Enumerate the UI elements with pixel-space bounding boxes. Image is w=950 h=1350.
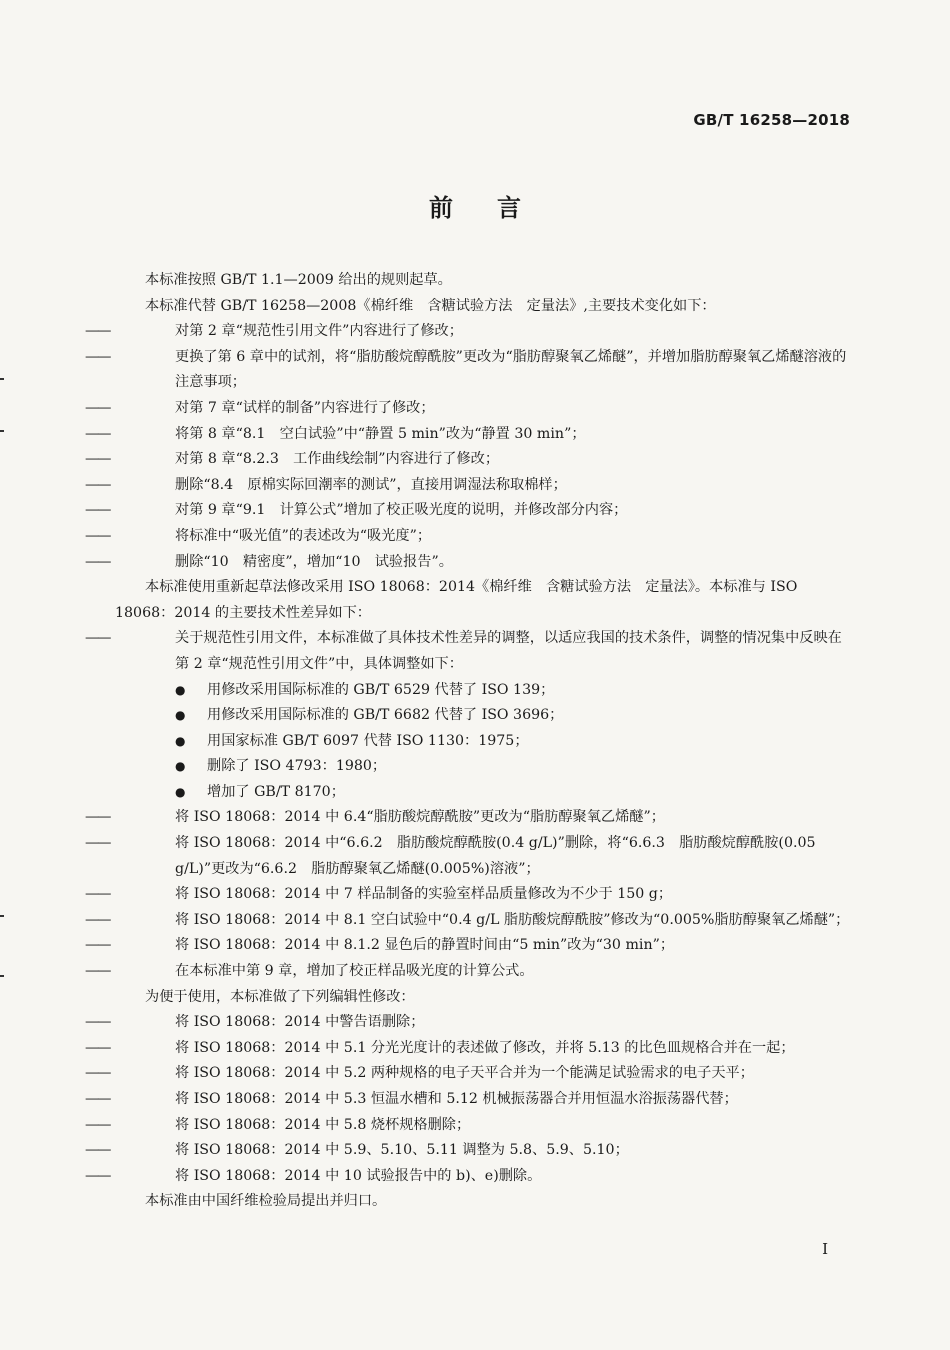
list-item: —— 将 ISO 18068：2014 中警告语删除； xyxy=(85,1014,425,1031)
list-item: —— 将 ISO 18068：2014 中 8.1.2 显色后的静置时间由“5 min”改为“30 min”； xyxy=(85,937,675,954)
bullet-item: ● 用修改采用国际标准的 GB/T 6529 代替了 ISO 139； xyxy=(115,678,855,704)
bullet-icon: ● xyxy=(175,759,186,774)
bullet-icon: ● xyxy=(175,733,186,748)
standard-code: GB/T 16258—2018 xyxy=(693,111,850,129)
list-item: —— 删除“8.4 原棉实际回潮率的测试”，直接用调湿法称取棉样； xyxy=(85,476,567,493)
diffs-list xyxy=(85,805,855,984)
page-title: 前言 xyxy=(429,194,565,222)
scan-mark xyxy=(0,915,4,917)
list-item: —— 将 ISO 18068：2014 中 5.9、5.10、5.11 调整为 5.8、5.9、5.10； xyxy=(85,1142,629,1159)
list-item: —— 更换了第 6 章中的试剂，将“脂肪酸烷醇酰胺”更改为“脂肪醇聚氧乙烯醚”，并增加脂肪醇聚氧乙烯醚溶液的注意事项； xyxy=(85,348,847,391)
list-item: —— 对第 8 章“8.2.3 工作曲线绘制”内容进行了修改； xyxy=(85,451,500,468)
document-body xyxy=(85,268,855,1215)
list-item: —— 对第 9 章“9.1 计算公式”增加了校正吸光度的说明，并修改部分内容； xyxy=(85,502,628,519)
bullet-item: ● 用修改采用国际标准的 GB/T 6682 代替了 ISO 3696； xyxy=(115,703,855,729)
bullet-item: ● 增加了 GB/T 8170； xyxy=(115,780,855,806)
list-item: —— 关于规范性引用文件，本标准做了具体技术性差异的调整，以适应我国的技术条件，调整的情况集中反映在第 2 章“规范性引用文件”中，具体调整如下： xyxy=(85,630,842,672)
paragraph: 本标准按照 GB/T 1.1—2009 给出的规则起草。 xyxy=(145,272,452,288)
bullet-icon: ● xyxy=(175,682,186,697)
page-number: I xyxy=(822,1240,828,1258)
list-item: —— 将标准中“吸光值”的表述改为“吸光度”； xyxy=(85,527,432,544)
list-item: —— 将 ISO 18068：2014 中“6.6.2 脂肪酸烷醇酰胺(0.4 g/L)”删除，将“6.6.3 脂肪酸烷醇酰胺(0.05 g/L)”更改为“6.6.2 脂肪醇聚氧乙烯醚(0.005%)溶液”； xyxy=(85,835,816,877)
list-item: —— 将 ISO 18068：2014 中 10 试验报告中的 b)、e)删除。 xyxy=(85,1167,542,1184)
list-item: —— 将 ISO 18068：2014 中 5.2 两种规格的电子天平合并为一个能满足试验需求的电子天平； xyxy=(85,1065,754,1082)
list-item: —— 将 ISO 18068：2014 中 5.8 烧杯规格删除； xyxy=(85,1116,471,1133)
list-item: —— 将 ISO 18068：2014 中 5.1 分光光度计的表述做了修改，并将 5.13 的比色皿规格合并在一起； xyxy=(85,1039,795,1056)
bullet-list xyxy=(115,678,855,806)
bullet-item: ● 删除了 ISO 4793：1980； xyxy=(115,754,855,780)
list-item: —— 将 ISO 18068：2014 中 5.3 恒温水槽和 5.12 机械振荡器合并用恒温水浴振荡器代替； xyxy=(85,1091,738,1107)
paragraph: 本标准使用重新起草法修改采用 ISO 18068：2014《棉纤维 含糖试验方法 定量法》。本标准与 ISO 18068：2014 的主要技术性差异如下： xyxy=(115,579,798,621)
list-item: —— 在本标准中第 9 章，增加了校正样品吸光度的计算公式。 xyxy=(85,963,534,980)
scan-mark xyxy=(0,430,4,432)
list-item: —— 将 ISO 18068：2014 中 8.1 空白试验中“0.4 g/L 脂肪酸烷醇酰胺”修改为“0.005%脂肪醇聚氧乙烯醚”； xyxy=(85,911,850,928)
list-item: —— 将 ISO 18068：2014 中 6.4“脂肪酸烷醇酰胺”更改为“脂肪醇聚氧乙烯醚”； xyxy=(85,809,665,826)
list-item: —— 删除“10 精密度”，增加“10 试验报告”。 xyxy=(85,553,453,570)
list-item: —— 对第 2 章“规范性引用文件”内容进行了修改； xyxy=(85,323,463,340)
paragraph: 本标准代替 GB/T 16258—2008《棉纤维 含糖试验方法 定量法》,主要技术变化如下： xyxy=(145,297,716,314)
bullet-item: ● 用国家标准 GB/T 6097 代替 ISO 1130：1975； xyxy=(115,729,855,755)
list-item: —— 将 ISO 18068：2014 中 7 样品制备的实验室样品质量修改为不少于 150 g； xyxy=(85,886,673,903)
list-item: —— 将第 8 章“8.1 空白试验”中“静置 5 min”改为“静置 30 min”； xyxy=(85,425,586,442)
changes-list xyxy=(85,319,855,575)
bullet-icon: ● xyxy=(175,784,186,799)
bullet-icon: ● xyxy=(175,708,186,723)
scan-mark xyxy=(0,975,4,977)
paragraph: 为便于使用，本标准做了下列编辑性修改： xyxy=(145,988,415,1005)
scan-mark xyxy=(0,378,4,380)
list-item: —— 对第 7 章“试样的制备”内容进行了修改； xyxy=(85,399,435,416)
paragraph: 本标准由中国纤维检验局提出并归口。 xyxy=(145,1193,387,1210)
edits-list xyxy=(85,1010,855,1189)
